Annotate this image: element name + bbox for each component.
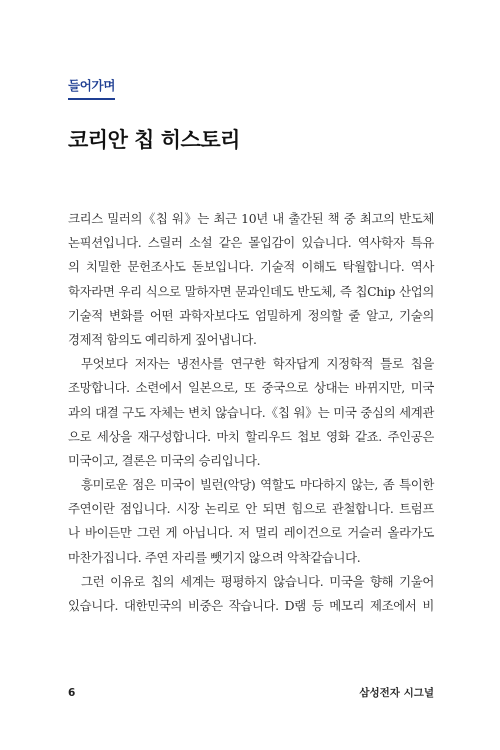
section-label: 들어가며 (68, 78, 115, 100)
body-line: 무엇보다 저자는 냉전사를 연구한 학자답게 지정학적 틀로 칩을 (81, 356, 434, 372)
chapter-title: 코리안 칩 히스토리 (68, 128, 240, 152)
body-line: 크리스 밀러의《칩 워》는 최근 10년 내 출간된 책 중 최고의 반도체 (68, 211, 434, 226)
body-line: 그런 이유로 칩의 세계는 평평하지 않습니다. 미국을 향해 기울어 (81, 573, 434, 589)
running-title: 삼성전자 시그널 (359, 687, 434, 699)
body-line: 미국이고, 결론은 미국의 승리입니다. (68, 452, 261, 468)
body-line: 흥미로운 점은 미국이 빌런(악당) 역할도 마다하지 않는, 좀 특이한 (81, 477, 434, 493)
body-line: 기술적 변화를 어떤 과학자보다도 엄밀하게 정의할 줄 알고, 기술의 (68, 307, 434, 323)
body-line: 논픽션입니다. 스릴러 소설 같은 몰입감이 있습니다. 역사학자 특유 (68, 235, 434, 251)
body-line: 학자라면 우리 식으로 말하자면 문과인데도 반도체, 즉 칩Chip 산업의 (68, 283, 434, 299)
body-text (68, 207, 434, 618)
body-line: 의 치밀한 문헌조사도 돋보입니다. 기술적 이해도 탁월합니다. 역사 (68, 259, 434, 275)
body-line: 조망합니다. 소련에서 일본으로, 또 중국으로 상대는 바뀌지만, 미국 (68, 380, 434, 396)
body-line: 나 바이든만 그런 게 아닙니다. 저 멀리 레이건으로 거슬러 올라가도 (68, 525, 434, 541)
body-line: 경제적 함의도 예리하게 짚어냅니다. (68, 331, 257, 347)
body-line: 있습니다. 대한민국의 비중은 작습니다. D램 등 메모리 제조에서 비 (68, 598, 434, 613)
body-line: 과의 대결 구도 자체는 변치 않습니다.《칩 워》는 미국 중심의 세계관 (68, 404, 434, 420)
body-line: 으로 세상을 재구성합니다. 마치 할리우드 첩보 영화 같죠. 주인공은 (68, 428, 434, 444)
page-number: 6 (68, 687, 76, 699)
body-line: 주연이란 점입니다. 시장 논리로 안 되면 힘으로 관철합니다. 트럼프 (68, 501, 434, 517)
body-line: 마찬가집니다. 주연 자리를 뺏기지 않으려 악착같습니다. (68, 549, 361, 565)
